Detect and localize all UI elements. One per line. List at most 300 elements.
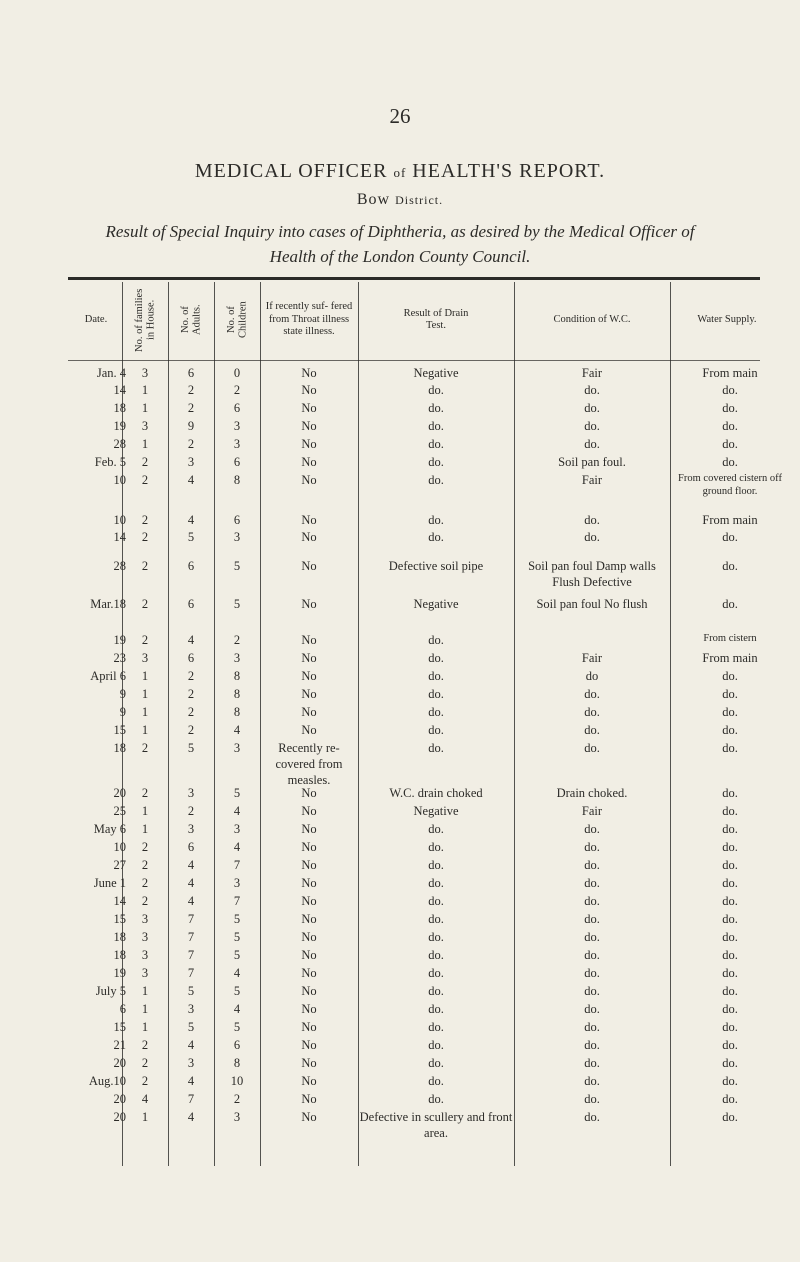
cell-adults: 2 — [187, 723, 195, 737]
cell-water-supply: do. — [722, 705, 738, 719]
cell-drain-test: do. — [428, 633, 444, 647]
cell-adults: 3 — [187, 455, 195, 469]
cell-date: July 5 — [95, 984, 126, 998]
cell-adults: 4 — [187, 1110, 195, 1124]
cell-date: 19 — [113, 419, 126, 433]
cell-children: 7 — [233, 894, 241, 908]
cell-water-supply: From main — [702, 366, 758, 380]
cell-children: 4 — [233, 966, 241, 980]
cell-children: 3 — [233, 437, 241, 451]
cell-wc-condition: do. — [584, 437, 600, 451]
cell-families: 2 — [141, 741, 149, 755]
cell-date: 20 — [113, 1056, 126, 1070]
cell-wc-condition: Fair — [581, 473, 603, 487]
cell-drain-test: do. — [428, 876, 444, 890]
cell-drain-test: Negative — [413, 366, 459, 380]
cell-drain-test: do. — [428, 894, 444, 908]
cell-adults: 2 — [187, 669, 195, 683]
cell-families: 2 — [141, 473, 149, 487]
cell-wc-condition: do. — [584, 383, 600, 397]
cell-water-supply: do. — [722, 530, 738, 544]
cell-date: 6 — [119, 1002, 126, 1016]
cell-drain-test: do. — [428, 966, 444, 980]
cell-children: 8 — [233, 669, 241, 683]
cell-drain-test: do. — [428, 1092, 444, 1106]
cell-date: 9 — [119, 687, 126, 701]
cell-drain-test: do. — [428, 1056, 444, 1070]
cell-drain-test: do. — [428, 651, 444, 665]
cell-wc-condition: do. — [584, 513, 600, 527]
cell-children: 3 — [233, 876, 241, 890]
cell-throat-illness: No — [301, 804, 317, 818]
cell-adults: 7 — [187, 948, 195, 962]
header-families — [122, 282, 168, 358]
table-header-rule — [68, 360, 760, 361]
cell-adults: 3 — [187, 786, 195, 800]
cell-date: 23 — [113, 651, 126, 665]
cell-water-supply: do. — [722, 1020, 738, 1034]
cell-water-supply: do. — [722, 741, 738, 755]
cell-children: 2 — [233, 383, 241, 397]
cell-children: 4 — [233, 804, 241, 818]
header-water-supply-label: Water Supply. — [697, 313, 757, 325]
cell-throat-illness: No — [301, 822, 317, 836]
cell-throat-illness: No — [301, 930, 317, 944]
cell-wc-condition: Drain choked. — [556, 786, 628, 800]
cell-throat-illness: No — [301, 559, 317, 573]
cell-adults: 3 — [187, 822, 195, 836]
cell-wc-condition: do. — [584, 858, 600, 872]
cell-adults: 3 — [187, 1056, 195, 1070]
cell-families: 2 — [141, 559, 149, 573]
cell-date: 20 — [113, 1092, 126, 1106]
cell-water-supply: do. — [722, 1002, 738, 1016]
cell-date: 14 — [113, 530, 126, 544]
cell-wc-condition: do. — [584, 723, 600, 737]
cell-water-supply: do. — [722, 455, 738, 469]
cell-adults: 4 — [187, 1038, 195, 1052]
cell-wc-condition: do. — [584, 984, 600, 998]
cell-water-supply: do. — [722, 559, 738, 573]
report-subtitle: Result of Special Inquiry into cases of Diphtheria, as desired by the Medical Officer of Health of the London County Council. — [105, 222, 695, 266]
cell-families: 2 — [141, 530, 149, 544]
district-initial: Bow — [356, 191, 391, 208]
cell-drain-test: do. — [428, 383, 444, 397]
cell-water-supply: do. — [722, 597, 738, 611]
cell-families: 2 — [141, 633, 149, 647]
cell-date: 19 — [113, 966, 126, 980]
cell-families: 2 — [141, 894, 149, 908]
cell-drain-test: Negative — [413, 597, 459, 611]
cell-water-supply: do. — [722, 948, 738, 962]
cell-date: Jan. 4 — [96, 366, 126, 380]
cell-wc-condition: do. — [584, 1074, 600, 1088]
cell-date: 10 — [113, 513, 126, 527]
cell-throat-illness: No — [301, 723, 317, 737]
cell-adults: 5 — [187, 1020, 195, 1034]
cell-throat-illness: No — [301, 530, 317, 544]
cell-families: 2 — [141, 786, 149, 800]
cell-children: 5 — [233, 930, 241, 944]
cell-date: 20 — [113, 786, 126, 800]
cell-drain-test: do. — [428, 473, 444, 487]
header-date: Date. — [84, 313, 108, 325]
cell-children: 6 — [233, 1038, 241, 1052]
cell-throat-illness: No — [301, 1020, 317, 1034]
cell-children: 6 — [233, 455, 241, 469]
cell-throat-illness: No — [301, 473, 317, 487]
cell-date: June 1 — [93, 876, 126, 890]
cell-throat-illness: No — [301, 984, 317, 998]
cell-throat-illness: No — [301, 437, 317, 451]
cell-drain-test: do. — [428, 455, 444, 469]
cell-throat-illness: No — [301, 1002, 317, 1016]
cell-wc-condition: do. — [584, 1002, 600, 1016]
title-part-2: of — [393, 165, 407, 180]
cell-water-supply: do. — [722, 419, 738, 433]
cell-children: 3 — [233, 530, 241, 544]
cell-families: 1 — [141, 1020, 149, 1034]
report-title — [0, 160, 800, 183]
cell-children: 5 — [233, 912, 241, 926]
cell-drain-test: do. — [428, 741, 444, 755]
cell-drain-test: do. — [428, 705, 444, 719]
cell-drain-test: Defective in scullery and front area. — [359, 1110, 513, 1140]
cell-date: Feb. 5 — [94, 455, 126, 469]
cell-children: 0 — [233, 366, 241, 380]
cell-wc-condition: Fair — [581, 366, 603, 380]
cell-adults: 6 — [187, 597, 195, 611]
header-children-label: No. of Children — [225, 301, 248, 339]
cell-wc-condition: do. — [584, 687, 600, 701]
cell-date: 15 — [113, 723, 126, 737]
cell-children: 6 — [233, 401, 241, 415]
cell-date: 15 — [113, 912, 126, 926]
cell-families: 1 — [141, 1002, 149, 1016]
cell-wc-condition: do. — [584, 401, 600, 415]
cell-throat-illness: No — [301, 513, 317, 527]
cell-children: 4 — [233, 840, 241, 854]
cell-water-supply: do. — [722, 930, 738, 944]
cell-drain-test: do. — [428, 858, 444, 872]
cell-date: 14 — [113, 894, 126, 908]
title-part-1: MEDICAL OFFICER — [194, 160, 388, 182]
cell-wc-condition: do. — [584, 930, 600, 944]
cell-date: 18 — [113, 741, 126, 755]
cell-adults: 2 — [187, 437, 195, 451]
cell-drain-test: do. — [428, 948, 444, 962]
cell-date: May 6 — [93, 822, 126, 836]
cell-drain-test: do. — [428, 530, 444, 544]
cell-families: 4 — [141, 1092, 149, 1106]
cell-children: 2 — [233, 633, 241, 647]
cell-water-supply: do. — [722, 912, 738, 926]
cell-children: 3 — [233, 741, 241, 755]
cell-date: 21 — [113, 1038, 126, 1052]
cell-wc-condition: do. — [584, 530, 600, 544]
cell-water-supply: do. — [722, 1092, 738, 1106]
cell-families: 3 — [141, 419, 149, 433]
cell-wc-condition: do. — [584, 876, 600, 890]
cell-water-supply: do. — [722, 876, 738, 890]
cell-water-supply: From cistern — [703, 633, 757, 644]
cell-children: 3 — [233, 651, 241, 665]
cell-water-supply: do. — [722, 804, 738, 818]
cell-adults: 7 — [187, 966, 195, 980]
cell-date: 27 — [113, 858, 126, 872]
table-top-rule — [68, 277, 760, 280]
cell-throat-illness: No — [301, 651, 317, 665]
cell-families: 1 — [141, 437, 149, 451]
cell-water-supply: do. — [722, 894, 738, 908]
cell-families: 2 — [141, 455, 149, 469]
cell-families: 2 — [141, 1038, 149, 1052]
cell-families: 2 — [141, 858, 149, 872]
cell-families: 1 — [141, 705, 149, 719]
cell-adults: 7 — [187, 1092, 195, 1106]
cell-throat-illness: No — [301, 840, 317, 854]
cell-families: 3 — [141, 966, 149, 980]
cell-drain-test: do. — [428, 1020, 444, 1034]
cell-children: 7 — [233, 858, 241, 872]
cell-children: 3 — [233, 1110, 241, 1124]
cell-throat-illness: No — [301, 1038, 317, 1052]
cell-throat-illness: No — [301, 1110, 317, 1124]
cell-water-supply: do. — [722, 984, 738, 998]
cell-drain-test: do. — [428, 723, 444, 737]
cell-children: 5 — [233, 948, 241, 962]
header-children — [214, 282, 260, 358]
cell-throat-illness: No — [301, 1056, 317, 1070]
cell-drain-test: do. — [428, 1038, 444, 1052]
header-drain-test-label: Result of Drain Test. — [403, 307, 469, 331]
cell-wc-condition: do. — [584, 1020, 600, 1034]
cell-adults: 2 — [187, 687, 195, 701]
cell-throat-illness: No — [301, 876, 317, 890]
cell-adults: 4 — [187, 633, 195, 647]
cell-families: 3 — [141, 651, 149, 665]
cell-families: 1 — [141, 401, 149, 415]
cell-date: April 6 — [90, 669, 126, 683]
cell-wc-condition: do. — [584, 840, 600, 854]
cell-throat-illness: No — [301, 894, 317, 908]
cell-date: 28 — [113, 559, 126, 573]
cell-drain-test: do. — [428, 419, 444, 433]
cell-water-supply: do. — [722, 1074, 738, 1088]
cell-children: 4 — [233, 723, 241, 737]
header-throat-illness: If recently suf- fered from Throat illness state illness. — [265, 301, 353, 338]
cell-water-supply: From main — [702, 513, 758, 527]
cell-water-supply: do. — [722, 437, 738, 451]
cell-children: 6 — [233, 513, 241, 527]
cell-adults: 5 — [187, 984, 195, 998]
cell-children: 8 — [233, 705, 241, 719]
cell-wc-condition: Soil pan foul No flush — [536, 597, 648, 611]
cell-drain-test: do. — [428, 669, 444, 683]
cell-water-supply: do. — [722, 687, 738, 701]
cell-water-supply: do. — [722, 1110, 738, 1124]
cell-water-supply: do. — [722, 966, 738, 980]
cell-date: 18 — [113, 948, 126, 962]
cell-families: 2 — [141, 513, 149, 527]
cell-drain-test: do. — [428, 437, 444, 451]
cell-children: 5 — [233, 786, 241, 800]
cell-families: 3 — [141, 912, 149, 926]
cell-water-supply: do. — [722, 1038, 738, 1052]
cell-water-supply: do. — [722, 786, 738, 800]
header-adults — [168, 282, 214, 358]
cell-date: 28 — [113, 437, 126, 451]
cell-families: 1 — [141, 822, 149, 836]
cell-adults: 6 — [187, 366, 195, 380]
header-drain-test — [360, 282, 512, 358]
cell-drain-test: do. — [428, 513, 444, 527]
cell-drain-test: do. — [428, 1002, 444, 1016]
cell-water-supply: do. — [722, 1056, 738, 1070]
cell-throat-illness: No — [301, 1074, 317, 1088]
cell-wc-condition: do. — [584, 419, 600, 433]
cell-adults: 2 — [187, 804, 195, 818]
district-heading — [0, 191, 800, 209]
cell-drain-test: do. — [428, 840, 444, 854]
cell-water-supply: do. — [722, 858, 738, 872]
cell-date: 15 — [113, 1020, 126, 1034]
cell-wc-condition: do — [585, 669, 599, 683]
cell-date: Mar.18 — [90, 597, 126, 611]
cell-wc-condition: Fair — [581, 651, 603, 665]
cell-drain-test: do. — [428, 912, 444, 926]
cell-wc-condition: Fair — [581, 804, 603, 818]
cell-children: 3 — [233, 419, 241, 433]
cell-adults: 7 — [187, 930, 195, 944]
cell-water-supply: From main — [702, 651, 758, 665]
cell-date: 20 — [113, 1110, 126, 1124]
cell-water-supply: do. — [722, 723, 738, 737]
cell-families: 1 — [141, 383, 149, 397]
cell-drain-test: do. — [428, 984, 444, 998]
cell-wc-condition: do. — [584, 894, 600, 908]
cell-water-supply: do. — [722, 840, 738, 854]
cell-throat-illness: No — [301, 633, 317, 647]
cell-children: 5 — [233, 559, 241, 573]
cell-children: 5 — [233, 1020, 241, 1034]
cell-drain-test: do. — [428, 687, 444, 701]
cell-wc-condition: do. — [584, 912, 600, 926]
cell-families: 1 — [141, 669, 149, 683]
header-wc-condition-label: Condition of W.C. — [553, 313, 631, 325]
cell-drain-test: do. — [428, 1074, 444, 1088]
cell-date: 25 — [113, 804, 126, 818]
cell-adults: 2 — [187, 383, 195, 397]
cell-date: 10 — [113, 840, 126, 854]
cell-families: 1 — [141, 1110, 149, 1124]
cell-adults: 4 — [187, 1074, 195, 1088]
cell-throat-illness: No — [301, 912, 317, 926]
cell-throat-illness: No — [301, 419, 317, 433]
cell-families: 2 — [141, 1074, 149, 1088]
cell-adults: 4 — [187, 894, 195, 908]
header-wc-condition — [516, 282, 668, 358]
cell-water-supply: do. — [722, 401, 738, 415]
cell-families: 3 — [141, 930, 149, 944]
cell-families: 1 — [141, 723, 149, 737]
cell-children: 4 — [233, 1002, 241, 1016]
cell-throat-illness: No — [301, 597, 317, 611]
cell-children: 5 — [233, 984, 241, 998]
cell-children: 3 — [233, 822, 241, 836]
cell-date: 19 — [113, 633, 126, 647]
header-water-supply — [672, 282, 782, 358]
cell-adults: 6 — [187, 651, 195, 665]
cell-wc-condition: do. — [584, 1110, 600, 1124]
cell-date: 18 — [113, 930, 126, 944]
cell-drain-test: Defective soil pipe — [388, 559, 484, 573]
cell-adults: 2 — [187, 705, 195, 719]
cell-date: 14 — [113, 383, 126, 397]
cell-drain-test: Negative — [413, 804, 459, 818]
cell-families: 1 — [141, 804, 149, 818]
cell-wc-condition: do. — [584, 966, 600, 980]
cell-water-supply: do. — [722, 822, 738, 836]
cell-adults: 4 — [187, 513, 195, 527]
cell-wc-condition: do. — [584, 1056, 600, 1070]
header-families-label: No. of families in House. — [133, 288, 156, 352]
cell-water-supply: From covered cistern off ground floor. — [678, 473, 782, 497]
cell-adults: 6 — [187, 840, 195, 854]
cell-families: 1 — [141, 687, 149, 701]
cell-children: 8 — [233, 687, 241, 701]
cell-date: 18 — [113, 401, 126, 415]
cell-wc-condition: do. — [584, 1038, 600, 1052]
cell-throat-illness: No — [301, 383, 317, 397]
cell-throat-illness: No — [301, 669, 317, 683]
cell-adults: 7 — [187, 912, 195, 926]
cell-adults: 5 — [187, 530, 195, 544]
cell-wc-condition: do. — [584, 1092, 600, 1106]
header-adults-label: No. of Adults. — [179, 304, 202, 336]
cell-children: 5 — [233, 597, 241, 611]
cell-adults: 2 — [187, 401, 195, 415]
cell-families: 3 — [141, 366, 149, 380]
cell-families: 3 — [141, 948, 149, 962]
cell-adults: 4 — [187, 858, 195, 872]
cell-adults: 4 — [187, 473, 195, 487]
title-part-3: HEALTH'S REPORT. — [412, 160, 606, 182]
cell-date: 9 — [119, 705, 126, 719]
page-number: 26 — [389, 104, 411, 128]
cell-families: 1 — [141, 984, 149, 998]
cell-throat-illness: Recently re- covered from measles. — [275, 741, 343, 787]
cell-children: 10 — [230, 1074, 244, 1088]
cell-throat-illness: No — [301, 366, 317, 380]
cell-wc-condition: do. — [584, 705, 600, 719]
cell-throat-illness: No — [301, 455, 317, 469]
cell-throat-illness: No — [301, 858, 317, 872]
cell-wc-condition: do. — [584, 948, 600, 962]
cell-wc-condition: Soil pan foul. — [558, 455, 626, 469]
cell-adults: 4 — [187, 876, 195, 890]
cell-drain-test: do. — [428, 930, 444, 944]
cell-wc-condition: do. — [584, 822, 600, 836]
cell-wc-condition: Soil pan foul Damp walls Flush Defective — [528, 559, 656, 589]
cell-wc-condition: do. — [584, 741, 600, 755]
cell-children: 8 — [233, 473, 241, 487]
cell-drain-test: do. — [428, 822, 444, 836]
cell-families: 2 — [141, 597, 149, 611]
cell-throat-illness: No — [301, 966, 317, 980]
cell-adults: 5 — [187, 741, 195, 755]
cell-throat-illness: No — [301, 786, 317, 800]
